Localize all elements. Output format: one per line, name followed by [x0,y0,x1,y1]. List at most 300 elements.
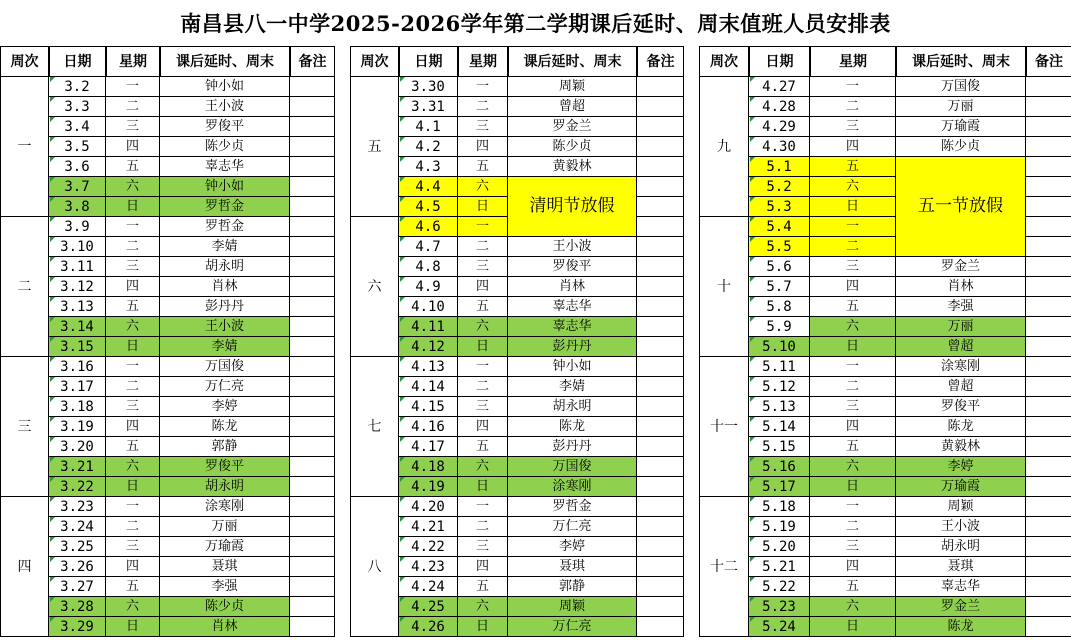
note-cell [637,237,684,257]
green-triangle-marker [750,577,755,582]
note-cell [1026,517,1071,537]
weekday-cell: 一 [810,217,896,237]
green-triangle-marker [400,377,405,382]
weekday-cell: 日 [106,197,160,217]
duty-person-cell: 陈少贞 [508,137,637,157]
note-cell [1026,497,1071,517]
duty-person-cell: 陈少贞 [160,137,290,157]
header-duty: 课后延时、周末 [160,46,290,77]
duty-person-cell: 罗哲金 [508,497,637,517]
date-cell: 5.24 [749,617,810,637]
weekday-cell: 二 [106,377,160,397]
date-cell: 3.25 [49,537,106,557]
green-triangle-marker [400,257,405,262]
green-triangle-marker [400,317,405,322]
duty-person-cell: 周颖 [508,77,637,97]
green-triangle-marker [400,357,405,362]
note-cell [290,297,335,317]
note-cell [637,177,684,197]
date-cell: 4.10 [399,297,458,317]
green-triangle-marker [750,457,755,462]
duty-person-cell: 万瑜霞 [896,117,1026,137]
header-week: 周次 [0,46,49,77]
header-date: 日期 [49,46,106,77]
weekday-cell: 五 [810,437,896,457]
date-cell: 3.19 [49,417,106,437]
header-week: 周次 [699,46,749,77]
date-cell: 4.12 [399,337,458,357]
duty-person-cell: 李强 [896,297,1026,317]
date-cell: 3.23 [49,497,106,517]
weekday-cell: 三 [106,397,160,417]
duty-person-cell: 陈龙 [896,617,1026,637]
note-cell [1026,177,1071,197]
weekday-cell: 三 [810,117,896,137]
note-cell [290,537,335,557]
green-triangle-marker [50,537,55,542]
weekday-cell: 二 [810,237,896,257]
green-triangle-marker [400,217,405,222]
weekday-cell: 六 [810,597,896,617]
green-triangle-marker [50,117,55,122]
duty-person-cell: 胡永明 [896,537,1026,557]
weekday-cell: 日 [458,617,508,637]
note-cell [290,557,335,577]
date-cell: 4.7 [399,237,458,257]
date-cell: 3.13 [49,297,106,317]
header-day: 星期 [106,46,160,77]
week-number-cell: 六 [350,217,399,357]
duty-person-cell: 王小波 [508,237,637,257]
weekday-cell: 二 [106,97,160,117]
weekday-cell: 六 [458,597,508,617]
note-cell [1026,397,1071,417]
note-cell [1026,197,1071,217]
green-triangle-marker [750,317,755,322]
date-cell: 3.18 [49,397,106,417]
duty-person-cell: 罗俊平 [160,117,290,137]
duty-person-cell: 陈龙 [160,417,290,437]
green-triangle-marker [50,517,55,522]
green-triangle-marker [50,257,55,262]
note-cell [290,317,335,337]
week-number-cell: 九 [699,77,749,217]
date-cell: 4.20 [399,497,458,517]
weekday-cell: 四 [458,277,508,297]
green-triangle-marker [400,77,405,82]
note-cell [1026,417,1071,437]
duty-person-cell: 涂寒刚 [508,477,637,497]
green-triangle-marker [400,417,405,422]
date-cell: 5.22 [749,577,810,597]
date-cell: 4.25 [399,597,458,617]
date-cell: 3.4 [49,117,106,137]
weekday-cell: 二 [106,517,160,537]
duty-person-cell: 王小波 [160,317,290,337]
note-cell [1026,137,1071,157]
weekday-cell: 五 [106,157,160,177]
duty-person-cell: 万丽 [896,317,1026,337]
green-triangle-marker [750,497,755,502]
date-cell: 4.23 [399,557,458,577]
date-cell: 4.15 [399,397,458,417]
date-cell: 4.17 [399,437,458,457]
header-duty: 课后延时、周末 [896,46,1026,77]
note-cell [290,577,335,597]
green-triangle-marker [50,377,55,382]
green-triangle-marker [400,577,405,582]
green-triangle-marker [400,437,405,442]
duty-person-cell: 涂寒刚 [160,497,290,517]
duty-person-cell: 涂寒刚 [896,357,1026,377]
header-date: 日期 [749,46,810,77]
duty-person-cell: 罗哲金 [160,197,290,217]
green-triangle-marker [50,297,55,302]
duty-person-cell: 辜志华 [896,577,1026,597]
date-cell: 3.27 [49,577,106,597]
green-triangle-marker [400,557,405,562]
green-triangle-marker [50,77,55,82]
note-cell [637,297,684,317]
note-cell [1026,217,1071,237]
green-triangle-marker [50,317,55,322]
note-cell [1026,317,1071,337]
weekday-cell: 日 [810,477,896,497]
date-cell: 5.1 [749,157,810,177]
note-cell [290,97,335,117]
date-cell: 3.22 [49,477,106,497]
note-cell [1026,457,1071,477]
date-cell: 4.22 [399,537,458,557]
note-cell [637,397,684,417]
green-triangle-marker [400,177,405,182]
date-cell: 3.14 [49,317,106,337]
green-triangle-marker [50,437,55,442]
date-cell: 4.5 [399,197,458,217]
date-cell: 5.16 [749,457,810,477]
duty-person-cell: 郭静 [508,577,637,597]
duty-person-cell: 彭丹丹 [508,437,637,457]
header-day: 星期 [458,46,508,77]
green-triangle-marker [750,537,755,542]
date-cell: 4.28 [749,97,810,117]
note-cell [637,497,684,517]
weekday-cell: 六 [106,457,160,477]
weekday-cell: 一 [106,497,160,517]
date-cell: 5.12 [749,377,810,397]
holiday-label: 清明节放假 [508,177,637,237]
green-triangle-marker [400,537,405,542]
duty-person-cell: 聂琪 [508,557,637,577]
green-triangle-marker [750,157,755,162]
weekday-cell: 五 [458,157,508,177]
weekday-cell: 三 [458,397,508,417]
weekday-cell: 二 [810,377,896,397]
weekday-cell: 六 [106,317,160,337]
week-number-cell: 七 [350,357,399,497]
duty-person-cell: 肖林 [896,277,1026,297]
duty-person-cell: 周颖 [508,597,637,617]
duty-person-cell: 钟小如 [160,77,290,97]
note-cell [290,217,335,237]
date-cell: 4.4 [399,177,458,197]
note-cell [290,457,335,477]
note-cell [637,157,684,177]
date-cell: 5.6 [749,257,810,277]
weekday-cell: 三 [810,397,896,417]
duty-person-cell: 陈龙 [508,417,637,437]
duty-person-cell: 肖林 [160,277,290,297]
duty-person-cell: 李婷 [896,457,1026,477]
weekday-cell: 五 [458,577,508,597]
weekday-cell: 二 [458,97,508,117]
week-number-cell: 三 [0,357,49,497]
weekday-cell: 一 [810,77,896,97]
green-triangle-marker [50,417,55,422]
green-triangle-marker [400,297,405,302]
green-triangle-marker [50,177,55,182]
duty-person-cell: 罗金兰 [508,117,637,137]
date-cell: 5.10 [749,337,810,357]
duty-person-cell: 辜志华 [508,297,637,317]
duty-person-cell: 钟小如 [508,357,637,377]
date-cell: 4.11 [399,317,458,337]
date-cell: 3.17 [49,377,106,397]
note-cell [637,417,684,437]
green-triangle-marker [750,257,755,262]
week-number-cell: 十二 [699,497,749,637]
note-cell [290,497,335,517]
note-cell [637,577,684,597]
weekday-cell: 四 [106,557,160,577]
weekday-cell: 日 [810,337,896,357]
weekday-cell: 五 [106,577,160,597]
weekday-cell: 四 [458,557,508,577]
date-cell: 3.29 [49,617,106,637]
weekday-cell: 三 [106,117,160,137]
date-cell: 5.18 [749,497,810,517]
date-cell: 5.9 [749,317,810,337]
green-triangle-marker [750,357,755,362]
duty-person-cell: 罗俊平 [896,397,1026,417]
weekday-cell: 五 [458,437,508,457]
header-duty: 课后延时、周末 [508,46,637,77]
duty-person-cell: 聂琪 [160,557,290,577]
duty-person-cell: 郭静 [160,437,290,457]
weekday-cell: 三 [810,537,896,557]
date-cell: 3.2 [49,77,106,97]
date-cell: 3.8 [49,197,106,217]
note-cell [1026,597,1071,617]
date-cell: 5.4 [749,217,810,237]
note-cell [1026,77,1071,97]
duty-person-cell: 肖林 [160,617,290,637]
green-triangle-marker [400,337,405,342]
note-cell [1026,257,1071,277]
weekday-cell: 日 [458,477,508,497]
date-cell: 3.30 [399,77,458,97]
green-triangle-marker [400,617,405,622]
weekday-cell: 二 [810,517,896,537]
green-triangle-marker [750,197,755,202]
date-cell: 5.19 [749,517,810,537]
date-cell: 4.6 [399,217,458,237]
weekday-cell: 日 [458,197,508,217]
weekday-cell: 四 [458,137,508,157]
date-cell: 4.24 [399,577,458,597]
weekday-cell: 日 [810,617,896,637]
green-triangle-marker [400,137,405,142]
duty-person-cell: 王小波 [896,517,1026,537]
date-cell: 5.21 [749,557,810,577]
green-triangle-marker [750,477,755,482]
note-cell [637,217,684,237]
date-cell: 4.9 [399,277,458,297]
header-date: 日期 [399,46,458,77]
weekday-cell: 四 [106,277,160,297]
green-triangle-marker [50,237,55,242]
weekday-cell: 二 [106,237,160,257]
note-cell [1026,297,1071,317]
note-cell [290,157,335,177]
date-cell: 5.3 [749,197,810,217]
weekday-cell: 六 [810,457,896,477]
date-cell: 5.5 [749,237,810,257]
weekday-cell: 三 [458,117,508,137]
note-cell [1026,437,1071,457]
header-note: 备注 [1026,46,1071,77]
note-cell [637,557,684,577]
note-cell [1026,477,1071,497]
green-triangle-marker [50,197,55,202]
weekday-cell: 五 [106,297,160,317]
date-cell: 4.21 [399,517,458,537]
duty-person-cell: 万瑜霞 [160,537,290,557]
note-cell [290,397,335,417]
header-week: 周次 [350,46,399,77]
date-cell: 4.29 [749,117,810,137]
duty-person-cell: 万仁亮 [508,517,637,537]
weekday-cell: 日 [810,197,896,217]
green-triangle-marker [50,217,55,222]
green-triangle-marker [750,137,755,142]
duty-person-cell: 胡永明 [160,477,290,497]
green-triangle-marker [50,397,55,402]
note-cell [290,417,335,437]
green-triangle-marker [750,557,755,562]
header-note: 备注 [637,46,684,77]
green-triangle-marker [50,357,55,362]
holiday-label: 五一节放假 [896,157,1026,257]
green-triangle-marker [50,597,55,602]
note-cell [290,257,335,277]
duty-person-cell: 辜志华 [160,157,290,177]
note-cell [1026,237,1071,257]
note-cell [1026,537,1071,557]
sheet-title: 南昌县八一中学2025-2026学年第二学期课后延时、周末值班人员安排表 [180,11,891,36]
green-triangle-marker [750,297,755,302]
green-triangle-marker [400,237,405,242]
header-note: 备注 [290,46,335,77]
green-triangle-marker [750,97,755,102]
date-cell: 3.6 [49,157,106,177]
note-cell [637,437,684,457]
green-triangle-marker [50,337,55,342]
duty-person-cell: 黄毅林 [896,437,1026,457]
green-triangle-marker [750,77,755,82]
weekday-cell: 四 [106,417,160,437]
duty-person-cell: 陈少贞 [896,137,1026,157]
note-cell [290,177,335,197]
duty-person-cell: 周颖 [896,497,1026,517]
weekday-cell: 一 [458,497,508,517]
note-cell [637,357,684,377]
weekday-cell: 日 [106,617,160,637]
weekday-cell: 五 [106,437,160,457]
duty-person-cell: 万仁亮 [508,617,637,637]
green-triangle-marker [750,617,755,622]
date-cell: 3.10 [49,237,106,257]
duty-person-cell: 万仁亮 [160,377,290,397]
weekday-cell: 三 [458,537,508,557]
date-cell: 3.20 [49,437,106,457]
note-cell [637,77,684,97]
note-cell [637,137,684,157]
weekday-cell: 五 [810,157,896,177]
green-triangle-marker [400,97,405,102]
duty-person-cell: 聂琪 [896,557,1026,577]
note-cell [290,517,335,537]
date-cell: 4.14 [399,377,458,397]
green-triangle-marker [50,277,55,282]
note-cell [1026,157,1071,177]
week-number-cell: 一 [0,77,49,217]
note-cell [637,337,684,357]
weekday-cell: 二 [458,517,508,537]
note-cell [637,517,684,537]
weekday-cell: 六 [106,177,160,197]
note-cell [637,457,684,477]
duty-person-cell: 曾超 [896,377,1026,397]
note-cell [637,377,684,397]
date-cell: 5.2 [749,177,810,197]
weekday-cell: 五 [458,297,508,317]
weekday-cell: 日 [106,477,160,497]
green-triangle-marker [50,157,55,162]
date-cell: 5.13 [749,397,810,417]
week-number-cell: 十 [699,217,749,357]
duty-person-cell: 曾超 [896,337,1026,357]
note-cell [637,617,684,637]
weekday-cell: 五 [810,297,896,317]
weekday-cell: 四 [810,277,896,297]
date-cell: 5.11 [749,357,810,377]
date-cell: 4.8 [399,257,458,277]
duty-person-cell: 李婧 [160,337,290,357]
date-cell: 4.18 [399,457,458,477]
note-cell [290,617,335,637]
note-cell [290,357,335,377]
weekday-cell: 一 [106,217,160,237]
weekday-cell: 四 [106,137,160,157]
week-number-cell: 二 [0,217,49,357]
green-triangle-marker [750,117,755,122]
weekday-cell: 三 [810,257,896,277]
green-triangle-marker [750,417,755,422]
date-cell: 4.26 [399,617,458,637]
note-cell [637,197,684,217]
note-cell [290,377,335,397]
